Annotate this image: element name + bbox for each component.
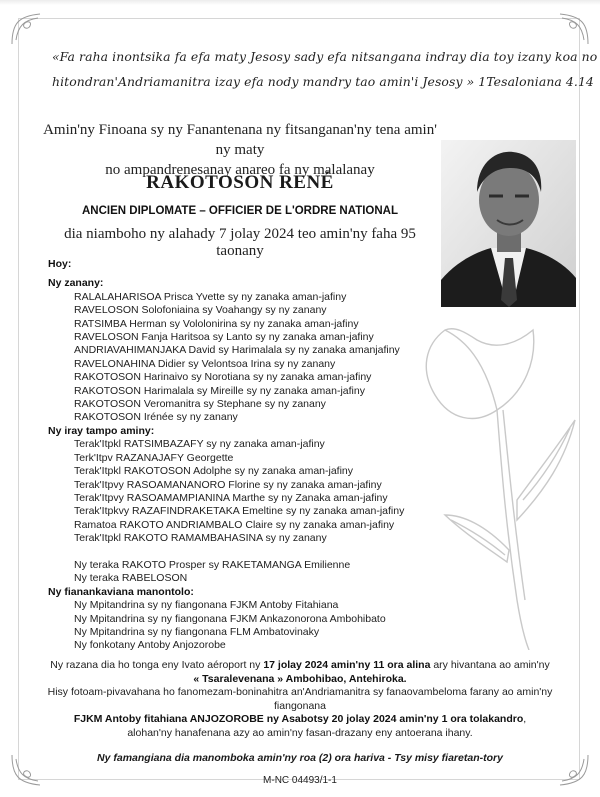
siblings-heading: Ny iray tampo aminy:: [48, 424, 155, 437]
corner-ornament-icon: [10, 10, 46, 46]
visiting-hours-note: Ny famangiana dia manomboka amin'ny roa (2) ora hariva - Tsy misy fiaretan-tory: [97, 752, 503, 764]
top-edge: [0, 0, 600, 5]
arrival-place: « Tsaralevenana » Ambohibao, Antehiroka.: [193, 672, 407, 685]
service-line: Hisy fotoam-pivavahana ho fanomezam-boninahitra an'Andriamanitra sy fanaovambeloma farany ao amin'ny fiangonana: [47, 686, 553, 712]
list-item: RAKOTOSON Harimalala sy Mireille sy ny zanaka aman-jafiny: [74, 384, 365, 397]
death-date-line: dia niamboho ny alahady 7 jolay 2024 teo amin'ny faha 95 taonany: [64, 226, 416, 259]
list-item: RAKOTOSON Irénée sy ny zanany: [74, 411, 238, 424]
hoy-label: Hoy:: [48, 258, 72, 270]
intro-line: no ampandrenesanay anareo fa ny malalanay: [105, 162, 375, 178]
deceased-name: RAKOTOSON RENÉ: [146, 172, 334, 193]
list-item: RAKOTOSON Harinaivo sy Norotiana sy ny zanaka aman-jafiny: [74, 371, 372, 384]
list-item: Terak'Itpkl RAKOTO RAMAMBAHASINA sy ny zanany: [74, 532, 327, 545]
announcement-intro: [40, 120, 440, 180]
list-item: ANDRIAVAHIMANJAKA David sy Harimalala sy ny zanaka amanjafiny: [74, 344, 400, 357]
intro-line: Amin'ny Finoana sy ny Fanantenana ny fitsanganan'ny tena amin' ny maty: [43, 122, 437, 158]
verse-line: hitondran'Andriamanitra izay efa nody mandry tao amin'i Jesosy » 1Tesaloniana 4.14: [52, 74, 594, 89]
list-item: Terak'Itpkl RATSIMBAZAFY sy ny zanaka aman-jafiny: [74, 438, 325, 451]
list-item: Ny Mpitandrina sy ny fiangonana FLM Ambatovinaky: [74, 625, 320, 638]
list-item: Ny teraka RAKOTO Prosper sy RAKETAMANGA Emilienne: [74, 558, 351, 571]
list-item: Terak'Itpvy RASOAMAMPIANINA Marthe sy ny Zanaka aman-jafiny: [74, 491, 388, 504]
list-item: Terak'Itpkvy RAZAFINDRAKETAKA Emeltine sy ny zanaka aman-jafiny: [74, 505, 405, 518]
list-item: RAKOTOSON Veromanitra sy Stephane sy ny zanany: [74, 398, 326, 411]
list-item: Ny Mpitandrina sy ny fiangonana FJKM Antoby Fitahiana: [74, 599, 339, 612]
list-item: RATSIMBA Herman sy Vololonirina sy ny zanaka aman-jafiny: [74, 317, 359, 330]
list-item: Ny Mpitandrina sy ny fiangonana FJKM Ankazonorona Ambohibato: [74, 612, 386, 625]
corner-ornament-icon: [554, 10, 590, 46]
bible-verse: [52, 44, 598, 94]
church-heading: Ny fianankaviana manontolo:: [48, 585, 194, 598]
service-date-line: FJKM Antoby fitahiana ANJOZOROBE ny Asabotsy 20 jolay 2024 amin'ny 1 ora tolakandro,: [73, 713, 527, 726]
list-item: Ramatoa RAKOTO ANDRIAMBALO Claire sy ny zanaka aman-jafiny: [74, 518, 395, 531]
arrival-line: Ny razana dia ho tonga eny Ivato aéroport ny 17 jolay 2024 amin'ny 11 ora alina ary hivantana ao amin'ny: [50, 659, 550, 671]
burial-line: alohan'ny hanafenana azy ao amin'ny fasan-drazany eny antoerana ihany.: [127, 726, 473, 739]
list-item: RAVELOSON Fanja Haritsoa sy Lanto sy ny zanaka aman-jafiny: [74, 331, 374, 344]
list-item: Terak'Itpkl RAKOTOSON Adolphe sy ny zanaka aman-jafiny: [74, 465, 354, 478]
verse-line: «Fa raha inontsika fa efa maty Jesosy sady efa nitsangana indray dia toy izany koa no: [52, 49, 598, 64]
list-item: Terak'Itpvy RASOAMANANORO Florine sy ny zanaka aman-jafiny: [74, 478, 382, 491]
reference-code: M-NC 04493/1-1: [263, 775, 337, 786]
list-item: Ny fonkotany Antoby Anjozorobe: [74, 639, 226, 652]
deceased-title: ANCIEN DIPLOMATE – OFFICIER DE L'ORDRE NATIONAL: [81, 205, 398, 217]
list-item: Ny teraka RABELOSON: [74, 572, 188, 585]
list-item: RAVELONAHINA Didier sy Velontsoa Irina sy ny zanany: [74, 357, 336, 370]
list-item: RALALAHARISOA Prisca Yvette sy ny zanaka aman-jafiny: [74, 290, 347, 303]
list-item: Terk'Itpv RAZANAJAFY Georgette: [74, 451, 234, 464]
children-heading: Ny zanany:: [48, 277, 104, 290]
funeral-details: [30, 659, 570, 741]
list-item: RAVELOSON Solofoniaina sy Voahangy sy ny zanany: [74, 304, 327, 317]
family-list: [48, 258, 468, 653]
